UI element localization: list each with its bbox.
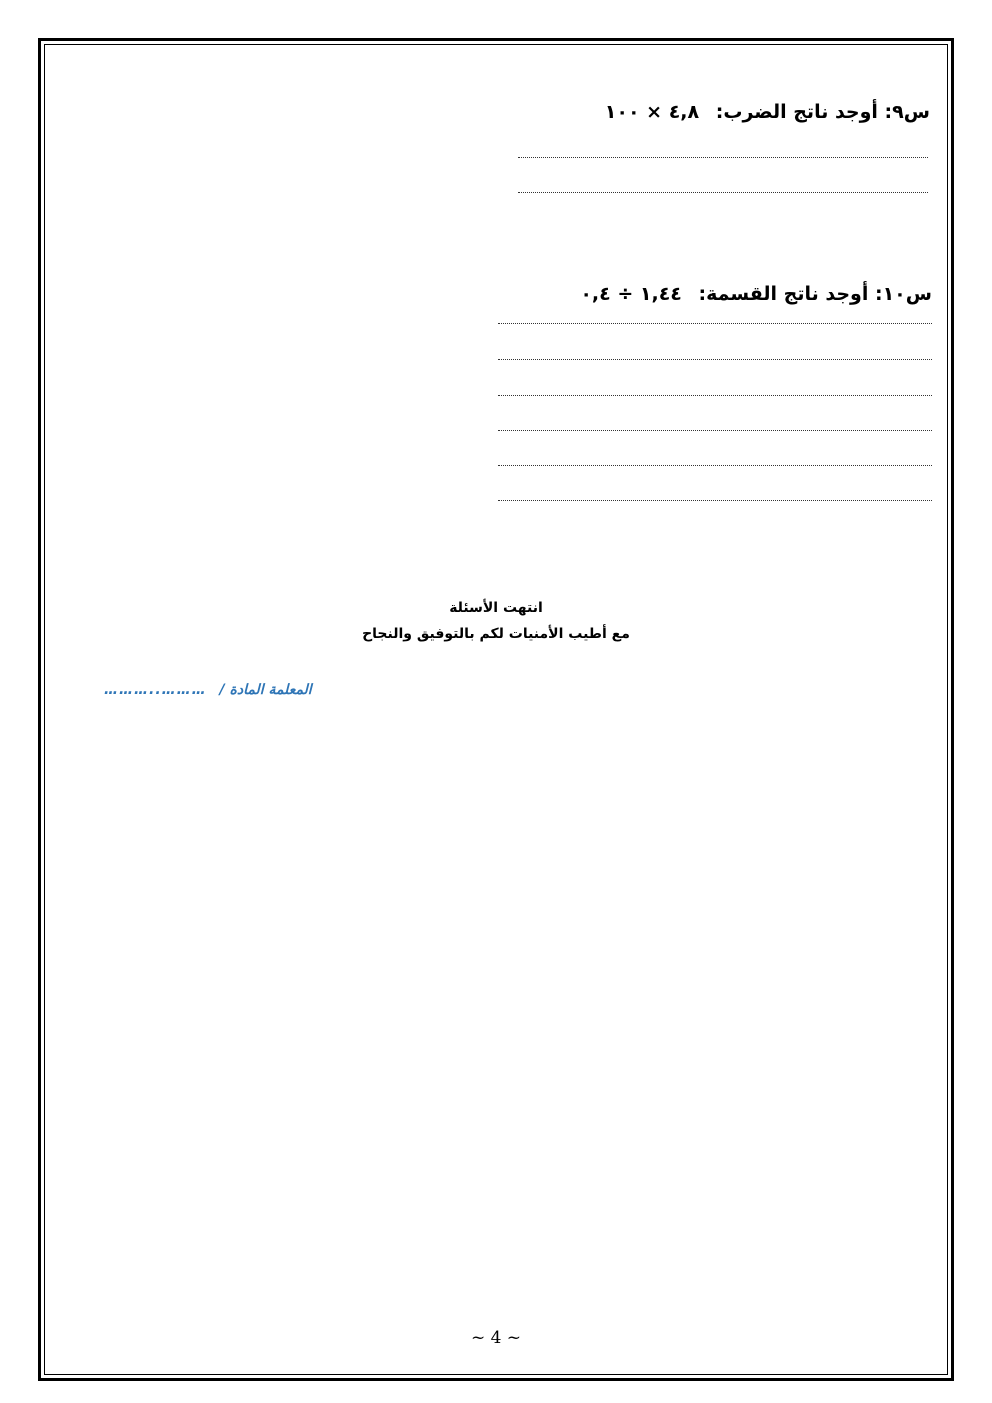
teacher-label: المعلمة المادة / bbox=[219, 682, 312, 698]
teacher-dots: ………..……… bbox=[104, 682, 207, 698]
answer-line[interactable] bbox=[498, 395, 932, 396]
question-10-label: س١٠: أوجد ناتج القسمة: bbox=[698, 283, 932, 305]
closing-line-1: انتهت الأسئلة bbox=[449, 600, 543, 616]
answer-line[interactable] bbox=[498, 430, 932, 431]
answer-line[interactable] bbox=[498, 500, 932, 501]
question-10-expression: ١,٤٤ ÷ ٠,٤ bbox=[580, 283, 682, 305]
page-number: ~ 4 ~ bbox=[470, 1328, 522, 1348]
question-10 bbox=[580, 283, 932, 305]
question-9-label: س٩: أوجد ناتج الضرب: bbox=[715, 101, 930, 123]
question-9 bbox=[605, 101, 930, 123]
answer-line[interactable] bbox=[498, 465, 932, 466]
answer-line[interactable] bbox=[518, 157, 928, 158]
answer-line[interactable] bbox=[518, 192, 928, 193]
closing-line-2: مع أطيب الأمنيات لكم بالتوفيق والنجاح bbox=[362, 626, 630, 642]
page-border-inner bbox=[44, 44, 948, 1375]
answer-line[interactable] bbox=[498, 359, 932, 360]
teacher-signature bbox=[104, 682, 312, 698]
question-9-expression: ٤,٨ × ١٠٠ bbox=[604, 101, 700, 123]
answer-line[interactable] bbox=[498, 323, 932, 324]
